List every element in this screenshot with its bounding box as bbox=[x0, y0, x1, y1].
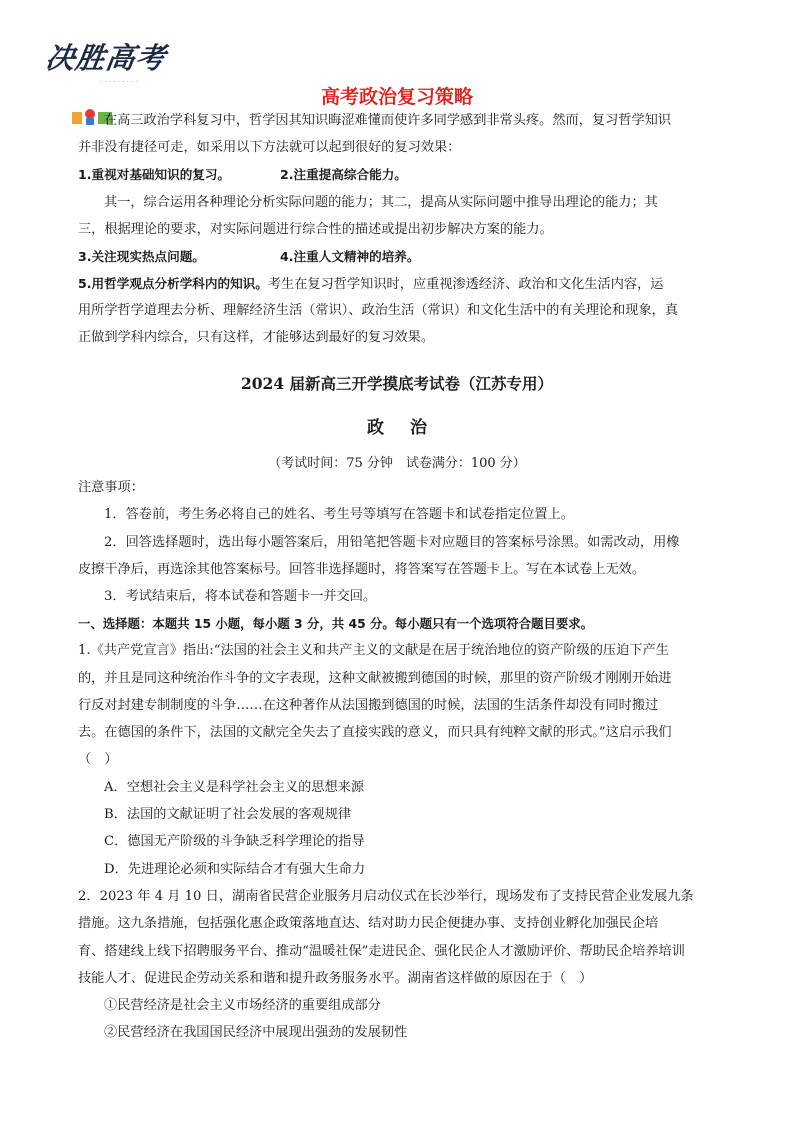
q1-stem-2: 的，并且是同这种统治作斗争的文字表现，这种文献被搬到德国的时候，那里的资产阶级才刚刚开始进 bbox=[78, 671, 672, 686]
strategy-item-5-detail-1: 考生在复习哲学知识时，应重视渗透经济、政治和文化生活内容，运 bbox=[267, 277, 664, 292]
strategy-item-1: 1.重视对基础知识的复习。 bbox=[78, 167, 231, 182]
q1-option-d: D．先进理论必须和实际结合才有强大生命力 bbox=[104, 862, 366, 877]
strategy-intro-line-2: 并非没有捷径可走，如采用以下方法就可以起到很好的复习效果： bbox=[78, 140, 461, 155]
strategy-intro-line-1: 在高三政治学科复习中，哲学因其知识晦涩难懂而使许多同学感到非常头疼。然而，复习哲学知识 bbox=[104, 113, 672, 128]
exam-title: 2024 届新高三开学摸底考试卷（江苏专用） bbox=[240, 374, 554, 393]
logo-brand: 决胜高考 bbox=[43, 41, 169, 75]
notice-label: 注意事项： bbox=[78, 480, 144, 495]
q1-stem-1: 1.《共产党宣言》指出:“法国的社会主义和共产主义的文献是在居于统治地位的资产阶级的压迫下产生 bbox=[78, 643, 669, 658]
exam-subject: 政治 bbox=[367, 418, 453, 438]
notice-1: 1．答卷前，考生务必将自己的姓名、考生号等填写在答题卡和试卷指定位置上。 bbox=[104, 507, 574, 522]
exam-info: （考试时间：75 分钟 试卷满分：100 分） bbox=[268, 456, 526, 471]
q1-option-b: B．法国的文献证明了社会发展的客观规律 bbox=[104, 807, 352, 822]
q2-choice-1: ①民营经济是社会主义市场经济的重要组成部分 bbox=[104, 998, 381, 1013]
strategy-item-2-detail-1: 其一，综合运用各种理论分析实际问题的能力；其二，提高从实际问题中推导出理论的能力；其 bbox=[104, 195, 658, 210]
q1-stem-5: （ ） bbox=[78, 752, 118, 767]
strategy-item-5-detail-2: 用所学哲学道理去分析、理解经济生活（常识）、政治生活（常识）和文化生活中的有关理论和现象，真 bbox=[78, 303, 679, 318]
strategy-item-4: 4.注重人文精神的培养。 bbox=[280, 249, 420, 264]
strategy-title: 高考政治复习策略 bbox=[320, 86, 473, 108]
strategy-item-3: 3.关注现实热点问题。 bbox=[78, 249, 205, 264]
q2-stem-1: 2．2023 年 4 月 10 日，湖南省民营企业服务月启动仪式在长沙举行，现场发布了支持民营企业发展九条 bbox=[78, 889, 694, 904]
q1-option-a: A．空想社会主义是科学社会主义的思想来源 bbox=[104, 780, 365, 795]
section-1-heading: 一、选择题：本题共 15 小题，每小题 3 分，共 45 分。每小题只有一个选项符合题目要求。 bbox=[78, 616, 594, 631]
q2-stem-3: 育、搭建线上线下招聘服务平台、推动“温暖社保”走进民企、强化民企人才激励评价、帮助民企培养培训 bbox=[78, 944, 685, 959]
notice-2: 2．回答选择题时，选出每小题答案后，用铅笔把答题卡对应题目的答案标号涂黑。如需改动，用橡 bbox=[104, 535, 680, 550]
strategy-item-2-detail-2: 三，根据理论的要求，对实际问题进行综合性的描述或提出初步解决方案的能力。 bbox=[78, 222, 553, 237]
notice-3: 3．考试结束后，将本试卷和答题卡一并交回。 bbox=[104, 589, 377, 604]
q2-stem-4: 技能人才、促进民企劳动关系和谐和提升政务服务水平。湖南省这样做的原因在于（ ） bbox=[78, 971, 593, 986]
strategy-item-5-line-1 bbox=[78, 271, 664, 299]
q2-choice-2: ②民营经济在我国国民经济中展现出强劲的发展韧性 bbox=[104, 1025, 408, 1040]
logo-subtext: · · · · · · · · · bbox=[100, 78, 138, 86]
q2-stem-2: 措施。这九条措施，包括强化惠企政策落地直达、结对助力民企便捷办事、支持创业孵化加强民企培 bbox=[78, 916, 659, 931]
strategy-item-2: 2.注重提高综合能力。 bbox=[280, 167, 407, 182]
notice-2-cont: 皮擦干净后，再选涂其他答案标号。回答非选择题时，将答案写在答题卡上。写在本试卷上无效。 bbox=[78, 562, 646, 577]
strategy-item-5-detail-3: 正做到学科内综合，只有这样，才能够达到最好的复习效果。 bbox=[78, 330, 435, 345]
q1-stem-3: 行反对封建专制制度的斗争……在这种著作从法国搬到德国的时候，法国的生活条件却没有同时搬过 bbox=[78, 698, 659, 713]
strategy-item-5-heading: 5.用哲学观点分析学科内的知识。 bbox=[78, 276, 268, 291]
q1-stem-4: 去。在德国的条件下，法国的文献完全失去了直接实践的意义，而只具有纯粹文献的形式。”这启示我们 bbox=[78, 725, 672, 740]
q1-option-c: C．德国无产阶级的斗争缺乏科学理论的指导 bbox=[104, 834, 365, 849]
